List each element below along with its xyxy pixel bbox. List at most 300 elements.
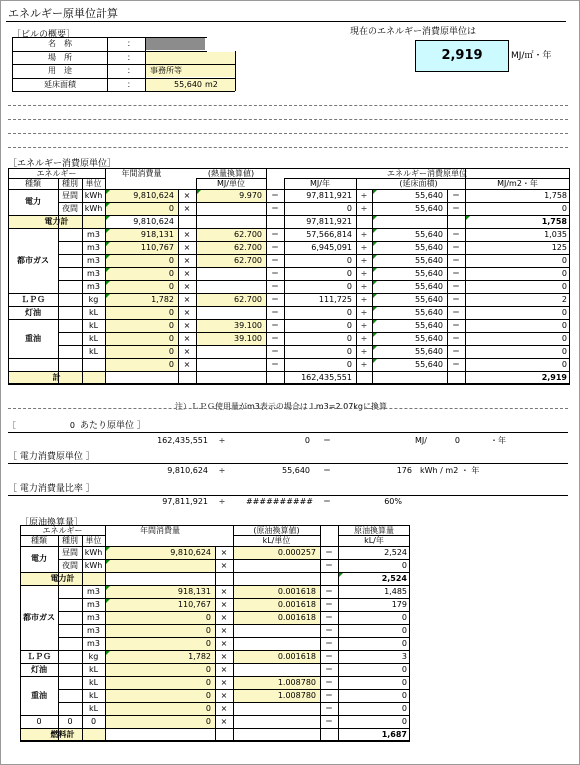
t1-h-cons: エネルギー消費原単位 xyxy=(387,169,467,178)
t1-mj: 0 xyxy=(346,360,352,369)
col-line xyxy=(145,37,146,91)
t1-conv: 62.700 xyxy=(234,230,262,239)
t2-unit: kWh xyxy=(84,561,103,570)
t2-res: 0 xyxy=(401,561,407,570)
row-line xyxy=(58,676,410,677)
overview-left-border xyxy=(12,37,13,91)
t1-annual: 0 xyxy=(168,347,174,356)
green-flag-marker xyxy=(373,190,377,194)
t2-h-cat: 種別 xyxy=(62,536,78,545)
t1-h-energy: エネルギー xyxy=(36,169,77,178)
t2-times: × xyxy=(220,665,228,674)
row-line xyxy=(58,624,410,625)
t1-eq: ＝ xyxy=(271,230,279,239)
t2-h-oil: 原油換算量 xyxy=(354,526,394,535)
t2-res: 0 xyxy=(401,691,407,700)
t2-times: × xyxy=(220,600,228,609)
t2-eq: ＝ xyxy=(325,587,333,596)
t1-times: × xyxy=(183,204,191,213)
t1-unit: kL xyxy=(88,308,99,317)
t1-mj: 6,945,091 xyxy=(311,243,352,252)
t1-res: 1,758 xyxy=(544,191,567,200)
overview-colon: ： xyxy=(127,79,135,89)
t1-h-annual: 年間消費量 xyxy=(121,169,162,178)
t2-unit: kL xyxy=(88,691,99,700)
t1-times: × xyxy=(183,360,191,369)
t1-conv: 39.100 xyxy=(234,334,262,343)
t2-times: × xyxy=(220,626,228,635)
t2-h-conv: (原油換算値) xyxy=(253,526,300,535)
t1-eq2: ＝ xyxy=(452,191,460,200)
t2-group-name: 重油 xyxy=(31,690,47,700)
row-line xyxy=(8,384,570,385)
overview-row-label: 場 所 xyxy=(48,52,72,62)
t1-div: ÷ xyxy=(360,347,368,356)
t1-eq: ＝ xyxy=(271,360,279,369)
t1-area: 55,640 xyxy=(415,191,443,200)
t2-conv: 0.001618 xyxy=(277,652,316,661)
t2-res: 0 xyxy=(401,678,407,687)
t1-eq: ＝ xyxy=(271,308,279,317)
t1-annual: 0 xyxy=(168,256,174,265)
t2-eq: ＝ xyxy=(325,561,333,570)
t2-res: 0 xyxy=(401,613,407,622)
green-flag-marker xyxy=(373,229,377,233)
ratio-label: ［ 電力消費量比率 ］ xyxy=(8,484,95,494)
t1-eq: ＝ xyxy=(271,191,279,200)
t1-eq2: ＝ xyxy=(452,321,460,330)
t2-unit: kL xyxy=(88,704,99,713)
green-flag-marker xyxy=(106,294,110,298)
t1-res: 0 xyxy=(561,256,567,265)
t1-unit: m3 xyxy=(87,243,100,252)
t1-area: 55,640 xyxy=(415,269,443,278)
elec-op: ÷ xyxy=(218,466,226,475)
overview-row-label: 延床面積 xyxy=(44,79,76,89)
t2-unit: kWh xyxy=(84,548,103,557)
sheet-title: エネルギー原単位計算 xyxy=(8,7,118,20)
t1-unit: m3 xyxy=(87,282,100,291)
row-line xyxy=(58,202,570,203)
t1-mj: 0 xyxy=(346,256,352,265)
t1-conv: 62.700 xyxy=(234,256,262,265)
row-line xyxy=(58,559,410,560)
overview-row-line xyxy=(145,78,235,79)
group-line xyxy=(8,319,58,320)
t2-group-name: ＬＰＧ xyxy=(27,651,51,661)
t1-mj: 97,811,921 xyxy=(306,191,352,200)
t1-h-conv-unit: MJ/単位 xyxy=(217,179,245,188)
overview-row-label: 名 称 xyxy=(48,39,72,48)
t1-times: × xyxy=(183,321,191,330)
t2-eq: ＝ xyxy=(325,652,333,661)
t2-h-energy: エネルギー xyxy=(42,526,83,535)
t1-section-label: ［エネルギー消費原単位］ xyxy=(8,159,117,169)
green-flag-marker xyxy=(106,242,110,246)
t1-h-cons-mj: MJ/年 xyxy=(310,179,330,188)
t1-res: 0 xyxy=(561,321,567,330)
t1-eq2: ＝ xyxy=(452,360,460,369)
t2-annual: 0 xyxy=(205,613,211,622)
t1-div: ÷ xyxy=(360,256,368,265)
t2-section-label: ［原油換算量］ xyxy=(20,518,84,528)
green-flag-marker xyxy=(373,242,377,246)
t1-conv: 39.100 xyxy=(234,321,262,330)
t2-res: 2,524 xyxy=(384,548,407,557)
t1-eq: ＝ xyxy=(271,321,279,330)
t2-conv: 0.000257 xyxy=(277,548,316,557)
t2-h-annual: 年間消費量 xyxy=(140,526,180,535)
t1-h-floor: (延床面積) xyxy=(399,179,438,188)
per-label: あたり原単位 ］ xyxy=(80,421,146,431)
row-line xyxy=(20,728,410,729)
green-flag-marker xyxy=(373,333,377,337)
t1-res: 2 xyxy=(561,295,567,304)
t2-cat: 夜間 xyxy=(62,561,78,570)
t1-times: × xyxy=(183,282,191,291)
row-line xyxy=(58,663,410,664)
green-flag-marker xyxy=(373,255,377,259)
row-line xyxy=(8,228,570,229)
per-v1: 162,435,551 xyxy=(157,436,208,445)
overview-section-label: ［ビルの概要］ xyxy=(12,30,76,40)
ratio-v2: ########## xyxy=(245,497,313,506)
t2-conv: 1.008780 xyxy=(277,678,316,687)
t1-div: ÷ xyxy=(360,360,368,369)
t1-eq: ＝ xyxy=(271,334,279,343)
t1-conv: 62.700 xyxy=(234,295,262,304)
grid-line xyxy=(8,119,568,120)
ratio-underline xyxy=(8,495,568,496)
per-bracket: ［ xyxy=(8,421,16,430)
t1-times: × xyxy=(183,243,191,252)
t2-unit: m3 xyxy=(87,600,100,609)
row-line xyxy=(58,306,570,307)
t2-times: × xyxy=(220,561,228,570)
t1-mj: 0 xyxy=(346,269,352,278)
t1-mj: 0 xyxy=(346,204,352,213)
t1-times: × xyxy=(183,347,191,356)
t1-eq: ＝ xyxy=(271,295,279,304)
t1-h-unit: 単位 xyxy=(85,179,102,188)
green-flag-marker xyxy=(106,216,110,220)
row-line xyxy=(20,715,58,716)
overview-colon: ： xyxy=(127,39,135,48)
green-flag-marker xyxy=(339,573,343,577)
t2-res: 0 xyxy=(401,639,407,648)
t1-mj: 0 xyxy=(346,321,352,330)
t1-times: × xyxy=(183,308,191,317)
overview-row-line xyxy=(145,91,235,92)
t1-eq: ＝ xyxy=(271,347,279,356)
t2-conv: 1.008780 xyxy=(277,691,316,700)
green-flag-marker xyxy=(106,651,110,655)
t2-total-res: 1,687 xyxy=(381,730,407,739)
t2-annual: 0 xyxy=(205,691,211,700)
t2-unit: m3 xyxy=(87,613,100,622)
row-line xyxy=(58,267,570,268)
t1-eq2: ＝ xyxy=(452,256,460,265)
t1-div: ÷ xyxy=(360,308,368,317)
t1-div: ÷ xyxy=(360,230,368,239)
elec-underline xyxy=(8,463,568,464)
t2-cat: 昼間 xyxy=(62,548,78,557)
t2-eq: ＝ xyxy=(325,600,333,609)
t2-h-kind: 種類 xyxy=(31,536,47,545)
overview-row-line xyxy=(12,51,207,52)
t1-times: × xyxy=(183,334,191,343)
t1-area: 55,640 xyxy=(415,360,443,369)
t1-res: 0 xyxy=(561,360,567,369)
t2-conv: 0.001618 xyxy=(277,613,316,622)
t1-area: 55,640 xyxy=(415,282,443,291)
t1-area: 55,640 xyxy=(415,321,443,330)
t2-group-name: 灯油 xyxy=(31,664,47,674)
t2-annual: 0 xyxy=(205,704,211,713)
t2-total-label: 電力計 xyxy=(50,574,75,583)
t1-unit: kWh xyxy=(84,204,103,213)
t1-eq2: ＝ xyxy=(452,334,460,343)
green-flag-marker xyxy=(106,268,110,272)
t2-annual: 0 xyxy=(205,626,211,635)
t1-mj: 0 xyxy=(346,347,352,356)
green-flag-marker xyxy=(373,281,377,285)
t1-times: × xyxy=(183,256,191,265)
t1-div: ÷ xyxy=(360,204,368,213)
t2-h-oil-unit: kL/年 xyxy=(364,536,384,545)
t1-annual: 110,767 xyxy=(140,243,174,252)
t1-res: 0 xyxy=(561,204,567,213)
t2-unit: kL xyxy=(88,665,99,674)
t2-unit: m3 xyxy=(87,587,100,596)
t1-div: ÷ xyxy=(360,191,368,200)
t2-unit: m3 xyxy=(87,626,100,635)
t1-mj: 111,725 xyxy=(318,295,352,304)
row-line xyxy=(58,702,410,703)
t1-eq2: ＝ xyxy=(452,230,460,239)
group-line xyxy=(8,358,58,359)
green-flag-marker xyxy=(106,255,110,259)
t2-unit: m3 xyxy=(87,639,100,648)
ratio-v1: 97,811,921 xyxy=(162,497,208,506)
overview-row-line xyxy=(145,64,235,65)
t1-conv: 62.700 xyxy=(234,243,262,252)
row-line xyxy=(58,689,410,690)
overview-row-unit: m2 xyxy=(205,79,218,89)
green-flag-marker xyxy=(106,560,110,564)
t1-times: × xyxy=(183,191,191,200)
t1-annual: 9,810,624 xyxy=(133,191,174,200)
t1-eq: ＝ xyxy=(271,282,279,291)
row-line xyxy=(58,611,410,612)
green-flag-marker xyxy=(106,203,110,207)
t1-unit: kWh xyxy=(84,191,103,200)
row-line xyxy=(8,215,570,216)
green-flag-marker xyxy=(106,281,110,285)
t1-area: 55,640 xyxy=(415,256,443,265)
row-line xyxy=(58,358,570,359)
t2-h-unit: 単位 xyxy=(85,536,102,545)
grid-line xyxy=(8,133,568,134)
ratio-op: ÷ xyxy=(218,497,226,506)
t1-res: 0 xyxy=(561,269,567,278)
t1-eq: ＝ xyxy=(271,269,279,278)
t1-div: ÷ xyxy=(360,269,368,278)
t1-area: 55,640 xyxy=(415,295,443,304)
col-line xyxy=(196,178,197,384)
col-line xyxy=(235,51,236,92)
t1-area: 55,640 xyxy=(415,347,443,356)
t2-res: 179 xyxy=(391,600,407,609)
per-underline xyxy=(8,432,568,433)
t2-group-name: 都市ガス xyxy=(23,612,55,622)
t2-eq: ＝ xyxy=(325,691,333,700)
t2-times: × xyxy=(220,678,228,687)
row-line xyxy=(58,280,570,281)
t1-res: 0 xyxy=(561,282,567,291)
t1-area: 55,640 xyxy=(415,204,443,213)
t1-times: × xyxy=(183,269,191,278)
t2-cat: 0 xyxy=(67,717,73,726)
row-line xyxy=(58,241,570,242)
row-line xyxy=(58,254,570,255)
header-bottom xyxy=(8,189,570,190)
current-intensity-unit: MJ/㎡・年 xyxy=(511,51,552,61)
t1-total-label: 計 xyxy=(52,373,61,382)
t1-eq2: ＝ xyxy=(452,347,460,356)
t1-div: ÷ xyxy=(360,295,368,304)
t1-annual: 0 xyxy=(168,360,174,369)
t1-res: 125 xyxy=(551,243,567,252)
t1-group-name: 重油 xyxy=(25,333,41,343)
row-line xyxy=(58,319,570,320)
t1-res: 0 xyxy=(561,347,567,356)
t1-area: 55,640 xyxy=(415,243,443,252)
t1-eq2: ＝ xyxy=(452,295,460,304)
row-line xyxy=(8,371,570,372)
group-line xyxy=(20,676,58,677)
row-line xyxy=(58,715,410,716)
t1-h-kind: 種類 xyxy=(25,179,41,188)
green-flag-marker xyxy=(373,320,377,324)
t1-total-label: 電力計 xyxy=(44,217,69,226)
t2-eq: ＝ xyxy=(325,717,333,726)
per-v3: 0 xyxy=(454,436,460,445)
t2-annual: 918,131 xyxy=(177,587,211,596)
overview-colon: ： xyxy=(127,52,135,62)
t2-annual: 9,810,624 xyxy=(170,548,211,557)
t2-eq: ＝ xyxy=(325,548,333,557)
t1-mj: 0 xyxy=(346,308,352,317)
t2-eq: ＝ xyxy=(325,704,333,713)
col-line xyxy=(107,37,108,91)
t1-area: 55,640 xyxy=(415,230,443,239)
green-flag-marker xyxy=(106,599,110,603)
t2-res: 0 xyxy=(401,704,407,713)
green-flag-marker xyxy=(106,229,110,233)
row-line xyxy=(58,345,570,346)
t2-unit: 0 xyxy=(90,717,97,726)
t2-total-label: 燃料計 xyxy=(50,730,75,739)
t1-unit: kL xyxy=(88,334,99,343)
elec-unit: kWh / m2 ・ 年 xyxy=(420,466,480,475)
t2-times: × xyxy=(220,548,228,557)
t1-cat: 昼間 xyxy=(62,191,78,200)
per-eq: ＝ xyxy=(323,436,331,445)
t2-eq: ＝ xyxy=(325,613,333,622)
t1-cat: 夜間 xyxy=(62,204,78,213)
t2-res: 0 xyxy=(401,626,407,635)
t1-unit: kL xyxy=(88,321,99,330)
t2-eq: ＝ xyxy=(325,665,333,674)
t1-res: 0 xyxy=(561,334,567,343)
t1-div: ÷ xyxy=(360,321,368,330)
t1-area: 55,640 xyxy=(415,308,443,317)
green-flag-marker xyxy=(373,359,377,363)
green-flag-marker xyxy=(373,294,377,298)
t2-times: × xyxy=(220,704,228,713)
t1-mj: 0 xyxy=(346,334,352,343)
t1-res: 1,035 xyxy=(544,230,567,239)
green-flag-marker xyxy=(106,547,110,551)
t2-annual: 0 xyxy=(205,665,211,674)
t2-conv: 0.001618 xyxy=(277,587,316,596)
grid-line xyxy=(8,105,568,106)
overview-row-value: 55,640 xyxy=(174,79,202,89)
t1-eq: ＝ xyxy=(271,256,279,265)
t1-total-mj: 162,435,551 xyxy=(301,373,352,382)
t2-total-res: 2,524 xyxy=(381,574,407,583)
t1-unit: kg xyxy=(88,295,99,304)
green-flag-marker xyxy=(466,216,470,220)
t1-eq2: ＝ xyxy=(452,282,460,291)
t1-group-name: 都市ガス xyxy=(17,255,49,265)
overview-row-value: 事務所等 xyxy=(150,66,182,75)
t1-unit: m3 xyxy=(87,256,100,265)
t1-unit: m3 xyxy=(87,230,100,239)
t1-mj: 57,566,814 xyxy=(306,230,352,239)
t1-annual: 0 xyxy=(168,308,174,317)
t1-eq2: ＝ xyxy=(452,269,460,278)
green-flag-marker xyxy=(106,586,110,590)
t2-kind: 0 xyxy=(36,717,42,726)
t1-res: 0 xyxy=(561,308,567,317)
t2-times: × xyxy=(220,652,228,661)
t2-times: × xyxy=(220,639,228,648)
t1-eq2: ＝ xyxy=(452,308,460,317)
t1-eq: ＝ xyxy=(271,243,279,252)
overview-row-label: 用 途 xyxy=(48,66,72,75)
per-num: 0 xyxy=(69,421,75,430)
t2-annual: 0 xyxy=(205,678,211,687)
t2-annual: 0 xyxy=(205,639,211,648)
t1-eq2: ＝ xyxy=(452,204,460,213)
grid-line xyxy=(8,147,568,148)
t1-annual: 0 xyxy=(168,204,174,213)
overview-row-line xyxy=(12,37,207,38)
t2-annual: 0 xyxy=(205,717,211,726)
t1-div: ÷ xyxy=(360,243,368,252)
per-unit: MJ/ xyxy=(415,436,427,445)
elec-label: ［ 電力消費原単位 ］ xyxy=(8,452,95,462)
t1-annual: 0 xyxy=(168,269,174,278)
t1-group-name: ＬＰＧ xyxy=(21,294,45,304)
row-line xyxy=(58,332,570,333)
t1-h-cat: 種別 xyxy=(62,179,78,188)
green-flag-marker xyxy=(197,190,201,194)
t1-unit: m3 xyxy=(87,269,100,278)
t2-res: 3 xyxy=(401,652,407,661)
